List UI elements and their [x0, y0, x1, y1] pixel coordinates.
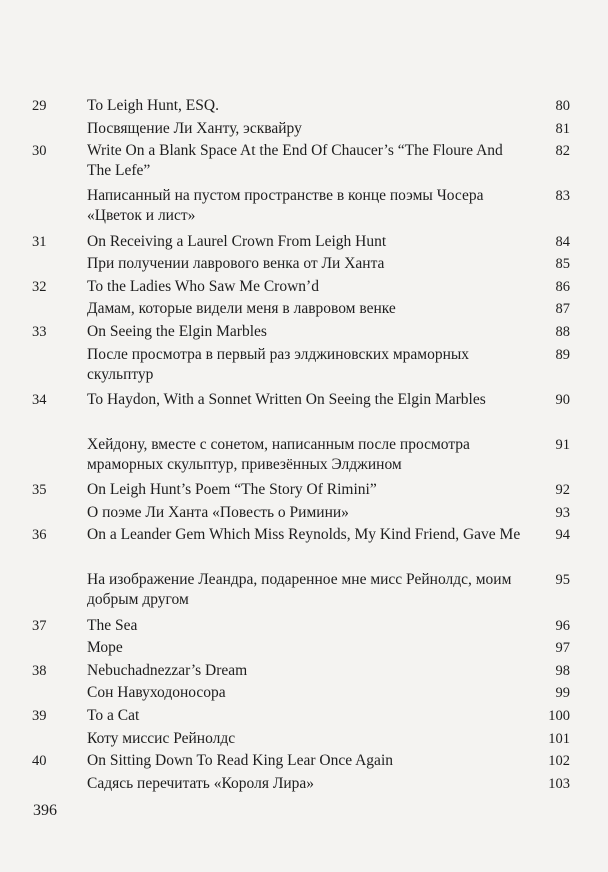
translated-title: Сон Навуходоносора — [87, 684, 226, 702]
original-title: On Receiving a Laurel Crown From Leigh Hunt — [87, 232, 387, 250]
toc-entry — [0, 96, 608, 119]
original-title: Write On a Blank Space At the End Of Chaucer’s “The Floure And The Lefe” — [87, 142, 503, 180]
original-title: Nebuchadnezzar’s Dream — [87, 661, 248, 679]
toc-entry — [0, 570, 608, 615]
page-ref: 83 — [555, 188, 570, 205]
translated-title: Коту миссис Рейнолдс — [87, 729, 236, 747]
translated-title: Садясь перечитать «Короля Лира» — [87, 774, 315, 792]
toc-entry — [0, 751, 608, 774]
toc-entry — [0, 254, 608, 277]
toc-entry — [0, 322, 608, 345]
toc-group — [0, 390, 608, 480]
toc-entry — [0, 119, 608, 142]
page-ref: 81 — [555, 120, 570, 137]
toc-entry — [0, 503, 608, 526]
page-ref: 100 — [548, 708, 570, 725]
page-ref: 99 — [555, 685, 570, 702]
original-title: To Haydon, With a Sonnet Written On Seeing the Elgin Marbles — [87, 390, 486, 408]
page-number: 396 — [33, 802, 57, 819]
toc-entry — [0, 186, 608, 231]
poem-number: 33 — [32, 323, 47, 340]
toc-group — [0, 480, 608, 525]
poem-number: 34 — [32, 391, 47, 408]
translated-title: Дамам, которые видели меня в лавровом венке — [87, 300, 396, 318]
toc-entry — [0, 774, 608, 797]
toc-entry — [0, 435, 608, 480]
poem-number: 39 — [32, 708, 47, 725]
page-ref: 102 — [548, 753, 570, 770]
toc-entry — [0, 390, 608, 435]
translated-title: Посвящение Ли Ханту, эсквайру — [87, 119, 302, 137]
poem-number: 29 — [32, 98, 47, 114]
translated-title: При получении лаврового венка от Ли Ханта — [87, 255, 385, 273]
toc-group — [0, 661, 608, 706]
page-ref: 98 — [555, 662, 570, 679]
translated-title: Написанный на пустом пространстве в конце поэмы Чосера «Цветок и лист» — [87, 187, 484, 225]
toc-group — [0, 141, 608, 231]
toc-group — [0, 322, 608, 390]
page-ref: 85 — [555, 256, 570, 273]
toc-group — [0, 277, 608, 322]
page-ref: 92 — [555, 482, 570, 499]
toc-entry — [0, 141, 608, 186]
poem-number: 37 — [32, 617, 47, 634]
toc-entry — [0, 299, 608, 322]
original-title: To Leigh Hunt, ESQ. — [87, 97, 219, 114]
toc-group — [0, 96, 608, 141]
page-ref: 103 — [548, 775, 570, 792]
original-title: On a Leander Gem Which Miss Reynolds, My Kind Friend, Gave Me — [87, 526, 521, 544]
original-title: To a Cat — [87, 707, 140, 725]
page-ref: 87 — [555, 301, 570, 318]
poem-number: 32 — [32, 278, 47, 295]
page-ref: 89 — [555, 346, 570, 363]
toc-entry — [0, 638, 608, 661]
page-ref: 90 — [555, 391, 570, 408]
translated-title: После просмотра в первый раз элджиновских мраморных скульптур — [87, 345, 470, 383]
toc-entry — [0, 683, 608, 706]
toc-entry — [0, 480, 608, 503]
translated-title: Хейдону, вместе с сонетом, написанным после просмотра мраморных скульптур, привезённых Элджином — [87, 435, 470, 473]
translated-title: Море — [87, 639, 123, 657]
poem-number: 38 — [32, 662, 47, 679]
toc-group — [0, 616, 608, 661]
poem-number: 31 — [32, 233, 47, 250]
original-title: The Sea — [87, 616, 138, 634]
poem-number: 30 — [32, 143, 47, 160]
original-title: On Leigh Hunt’s Poem “The Story Of Rimini” — [87, 481, 377, 499]
original-title: On Seeing the Elgin Marbles — [87, 322, 267, 340]
toc-entry — [0, 232, 608, 255]
toc-entry — [0, 525, 608, 570]
page-ref: 101 — [548, 730, 570, 747]
poem-number: 36 — [32, 527, 47, 544]
translated-title: На изображение Леандра, подаренное мне мисс Рейнолдс, моим добрым другом — [87, 571, 512, 609]
page-ref: 95 — [555, 572, 570, 589]
page-ref: 91 — [555, 436, 570, 453]
toc-group — [0, 232, 608, 277]
page-ref: 82 — [555, 143, 570, 160]
translated-title: О поэме Ли Ханта «Повесть о Римини» — [87, 503, 349, 521]
toc-entry — [0, 345, 608, 390]
poem-number: 35 — [32, 482, 47, 499]
page-ref: 94 — [555, 527, 570, 544]
table-of-contents — [0, 96, 608, 796]
toc-entry — [0, 616, 608, 639]
page-ref: 80 — [555, 98, 570, 114]
page-ref: 97 — [555, 640, 570, 657]
page-ref: 84 — [555, 233, 570, 250]
toc-group — [0, 525, 608, 615]
toc-group — [0, 751, 608, 796]
toc-entry — [0, 277, 608, 300]
poem-number: 40 — [32, 753, 47, 770]
toc-group — [0, 706, 608, 751]
original-title: On Sitting Down To Read King Lear Once Again — [87, 752, 393, 770]
page-ref: 88 — [555, 323, 570, 340]
toc-entry — [0, 661, 608, 684]
page-ref: 96 — [555, 617, 570, 634]
page-ref: 93 — [555, 504, 570, 521]
toc-entry — [0, 706, 608, 729]
toc-entry — [0, 729, 608, 752]
original-title: To the Ladies Who Saw Me Crown’d — [87, 277, 319, 295]
page-ref: 86 — [555, 278, 570, 295]
